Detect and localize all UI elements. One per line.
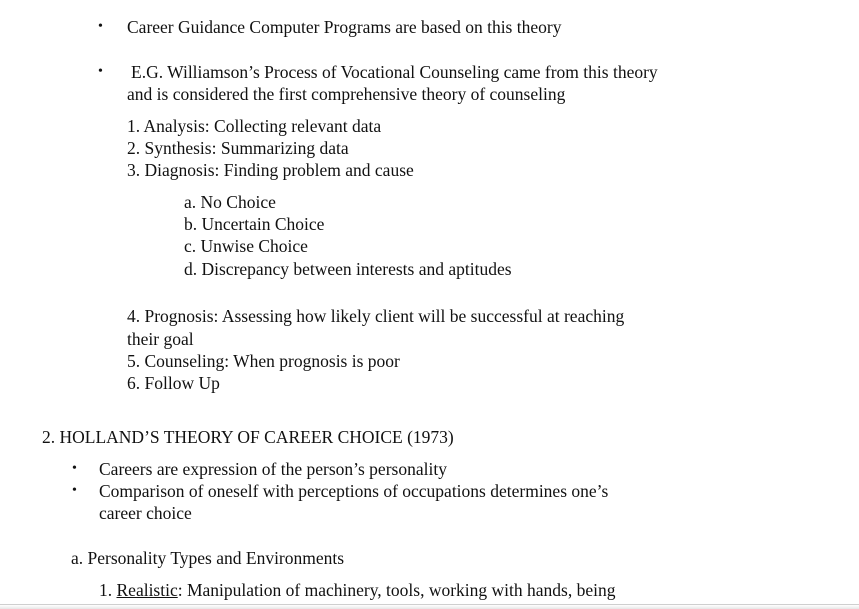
step-item: 3. Diagnosis: Finding problem and cause bbox=[127, 160, 414, 180]
step-item: 6. Follow Up bbox=[127, 373, 220, 393]
list-item bbox=[99, 579, 616, 601]
subheading: a. Personality Types and Environments bbox=[71, 548, 345, 568]
step-item-continued: their goal bbox=[127, 329, 194, 349]
bullet-icon: • bbox=[98, 64, 103, 79]
bullet-icon: • bbox=[98, 19, 103, 34]
item-term: Realistic bbox=[116, 580, 178, 600]
step-item: 4. Prognosis: Assessing how likely client will be successful at reaching bbox=[127, 306, 625, 326]
page-bottom-edge bbox=[0, 604, 859, 609]
item-prefix: 1. bbox=[99, 580, 117, 600]
substep-item: d. Discrepancy between interests and aptitudes bbox=[184, 259, 512, 279]
bullet-text: Comparison of oneself with perceptions of occupations determines one’s bbox=[99, 481, 609, 501]
bullet-text: E.G. Williamson’s Process of Vocational Counseling came from this theory bbox=[131, 62, 658, 82]
step-item: 2. Synthesis: Summarizing data bbox=[127, 138, 349, 158]
bullet-icon: • bbox=[72, 461, 77, 476]
step-item: 1. Analysis: Collecting relevant data bbox=[127, 116, 382, 136]
substep-item: c. Unwise Choice bbox=[184, 236, 308, 256]
section-heading: 2. HOLLAND’S THEORY OF CAREER CHOICE (1973) bbox=[42, 427, 454, 447]
substep-item: b. Uncertain Choice bbox=[184, 214, 325, 234]
item-text: : Manipulation of machinery, tools, working with hands, being bbox=[177, 580, 616, 600]
bullet-text: Career Guidance Computer Programs are based on this theory bbox=[127, 17, 562, 37]
bullet-icon: • bbox=[72, 483, 77, 498]
bullet-text: Careers are expression of the person’s personality bbox=[99, 459, 447, 479]
bullet-text-continued: and is considered the first comprehensive theory of counseling bbox=[127, 84, 566, 104]
step-item: 5. Counseling: When prognosis is poor bbox=[127, 351, 400, 371]
substep-item: a. No Choice bbox=[184, 192, 276, 212]
bullet-text-continued: career choice bbox=[99, 503, 192, 523]
